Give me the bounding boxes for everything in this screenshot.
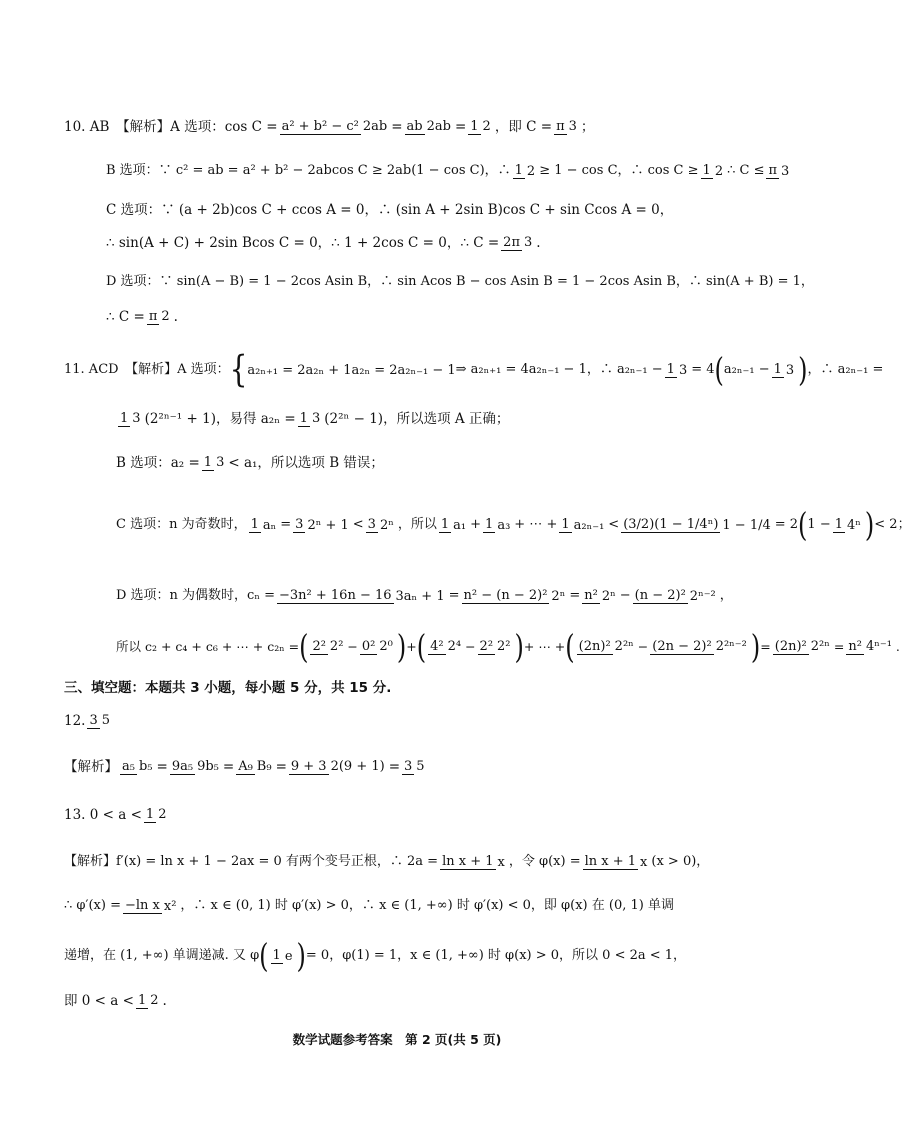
- fraction: 1 a₁: [440, 517, 467, 533]
- fraction: n² 2ⁿ: [584, 588, 616, 604]
- fraction: 1 4ⁿ: [834, 517, 861, 533]
- q10-line-d2: ∴ C =π 2 .: [106, 308, 178, 325]
- section-heading: 三、填空题：本题共 3 小题，每小题 5 分，共 15 分.: [64, 680, 392, 696]
- fraction: 3 5: [89, 712, 111, 728]
- fraction: 1 2: [702, 163, 724, 179]
- q11-line-a2: 1 3 (2²ⁿ⁻¹ + 1)，易得 a₂ₙ =1 3 (2²ⁿ − 1)，所以选项 A 正确；: [120, 410, 510, 427]
- q11-line-c: C 选项：n 为奇数时， 1 aₙ=3 2ⁿ + 1<3 2ⁿ ，所以 1 a₁+1 a₃+ ⋯ +1 a₂ₙ₋₁<(3/2)(1 − 1/4ⁿ) 1 − 1/4= 2(1 −1 4ⁿ )< 2；: [116, 506, 911, 544]
- q11-line-d: D 选项：n 为偶数时，cₙ =−3n² + 16n − 16 3aₙ + 1=n² − (n − 2)² 2ⁿ=n² 2ⁿ−(n − 2)² 2ⁿ⁻² ，: [116, 588, 733, 604]
- q13-line-4: 即 0 < a <1 2 .: [64, 992, 167, 1009]
- fraction: 2² 2²: [479, 638, 511, 654]
- q13-line-2: ∴ φ′(x) =−ln x x² ，∴ x ∈ (0, 1) 时 φ′(x) > 0，∴ x ∈ (1, +∞) 时 φ′(x) < 0，即 φ(x) 在 (0, 1) 单调: [64, 898, 674, 914]
- fraction: 1 a₂ₙ₋₁: [561, 517, 605, 533]
- fraction: n² − (n − 2)² 2ⁿ: [463, 588, 566, 604]
- q10-line-b: B 选项：∵ c² = ab = a² + b² − 2abcos C ≥ 2ab(1 − cos C)，∴1 2≥ 1 − cos C，∴ cos C ≥1 2∴ C ≤π 3: [106, 163, 790, 179]
- equation-system: a₂ₙ₊₁ = 2a₂ₙ + 1a₂ₙ = 2a₂ₙ₋₁ − 1: [247, 362, 456, 378]
- fraction: (2n − 2)² 2²ⁿ⁻²: [652, 638, 747, 654]
- fraction: ln x + 1 x: [584, 854, 648, 870]
- fraction: π 3: [768, 163, 790, 179]
- fraction: 1 2: [470, 118, 491, 134]
- q13-line-3: 递增，在 (1, +∞) 单调递减. 又 φ( 1 e )= 0，φ(1) = 1，x ∈ (1, +∞) 时 φ(x) > 0，所以 0 < 2a < 1，: [64, 937, 687, 975]
- fraction: 3 5: [404, 758, 425, 774]
- q10-line-c2: ∴ sin(A + C) + 2sin Bcos C = 0，∴ 1 + 2cos C = 0，∴ C =2π 3 .: [106, 234, 541, 251]
- fraction: −ln x x²: [124, 898, 177, 914]
- q12-answer: 12. 3 5: [64, 712, 111, 729]
- fraction: 1 3: [203, 454, 225, 470]
- fraction: A₉ B₉: [238, 758, 272, 774]
- fraction: ln x + 1 x: [442, 854, 505, 870]
- fraction: 9a₅ 9b₅: [171, 758, 219, 774]
- q10-head: 10. AB 【解析】A 选项：cos C =: [64, 118, 278, 135]
- fraction: π 3: [556, 118, 577, 134]
- fraction: 2π 3: [503, 234, 533, 250]
- fraction: n² 4ⁿ⁻¹: [848, 638, 892, 654]
- fraction: 4² 2⁴: [430, 638, 462, 654]
- q13-line-1: 【解析】f′(x) = ln x + 1 − 2ax = 0 有两个变号正根，∴ 2a =ln x + 1 x ，令 φ(x) =ln x + 1 x(x > 0)，: [64, 854, 710, 870]
- fraction: 2² 2²: [312, 638, 344, 654]
- fraction: ab 2ab: [406, 118, 451, 134]
- fraction: 1 2: [514, 163, 536, 179]
- fraction: a₅ b₅: [122, 758, 153, 774]
- fraction: π 2: [148, 308, 170, 324]
- fraction: (2n)² 2²ⁿ: [578, 638, 634, 654]
- fraction: 1 3: [299, 410, 321, 426]
- fraction: 1 3: [666, 362, 688, 378]
- q13-answer: 13. 0 < a <1 2: [64, 806, 167, 823]
- fraction: (3/2)(1 − 1/4ⁿ) 1 − 1/4: [623, 517, 771, 533]
- fraction: a² + b² − c² 2ab: [281, 118, 388, 134]
- fraction: 1 2: [145, 806, 167, 822]
- fraction: 1 3: [120, 410, 141, 426]
- fraction: (2n)² 2²ⁿ: [774, 638, 830, 654]
- page-footer: 数学试题参考答案 第 2 页(共 5 页): [292, 1032, 502, 1047]
- fraction: 1 aₙ: [250, 517, 277, 533]
- fraction: (n − 2)² 2ⁿ⁻²: [634, 588, 716, 604]
- fraction: 1 3: [773, 362, 795, 378]
- fraction: 9 + 3 2(9 + 1): [290, 758, 385, 774]
- q11-line-a: 11. ACD 【解析】A 选项：{a₂ₙ₊₁ = 2a₂ₙ + 1a₂ₙ = 2a₂ₙ₋₁ − 1⇒ a₂ₙ₊₁ = 4a₂ₙ₋₁ − 1，∴ a₂ₙ₋₁ −1 3= 4(a₂ₙ₋₁ −1 3 )，∴ a₂ₙ₋₁ =: [64, 347, 884, 391]
- q11-line-b: B 选项：a₂ =1 3< a₁，所以选项 B 错误；: [116, 454, 384, 471]
- fraction: 0² 2⁰: [361, 638, 393, 654]
- q11-line-e: 所以 c₂ + c₄ + c₆ + ⋯ + c₂ₙ =( 2² 2² − 0² 2⁰ )+( 4² 2⁴ − 2² 2² )+ ⋯ +( (2n)² 2²ⁿ − (2n − 2)² 2²ⁿ⁻² )=(2n)² 2²ⁿ=n² 4ⁿ⁻¹ .: [116, 627, 900, 666]
- q12-explanation: 【解析】 a₅ b₅=9a₅ 9b₅=A₉ B₉=9 + 3 2(9 + 1)=3 5: [64, 758, 425, 775]
- fraction: 1 a₃: [485, 517, 511, 533]
- q10-line-c: C 选项：∵ (a + 2b)cos C + ccos A = 0，∴ (sin A + 2sin B)cos C + sin Ccos A = 0，: [106, 201, 674, 218]
- fraction: −3n² + 16n − 16 3aₙ + 1: [279, 588, 445, 604]
- fraction: 1 e: [272, 948, 293, 964]
- q10-line-d: D 选项：∵ sin(A − B) = 1 − 2cos Asin B，∴ sin Acos B − cos Asin B = 1 − 2cos Asin B，∴ sin(A + B) = 1，: [106, 274, 814, 289]
- fraction: 1 2: [137, 992, 159, 1008]
- q10-line-a: 10. AB 【解析】A 选项：cos C =a² + b² − c² 2ab=ab 2ab=1 2 ，即 C =π 3 ；: [64, 118, 595, 135]
- fraction: 3 2ⁿ: [367, 517, 394, 533]
- fraction: 3 2ⁿ + 1: [295, 517, 349, 533]
